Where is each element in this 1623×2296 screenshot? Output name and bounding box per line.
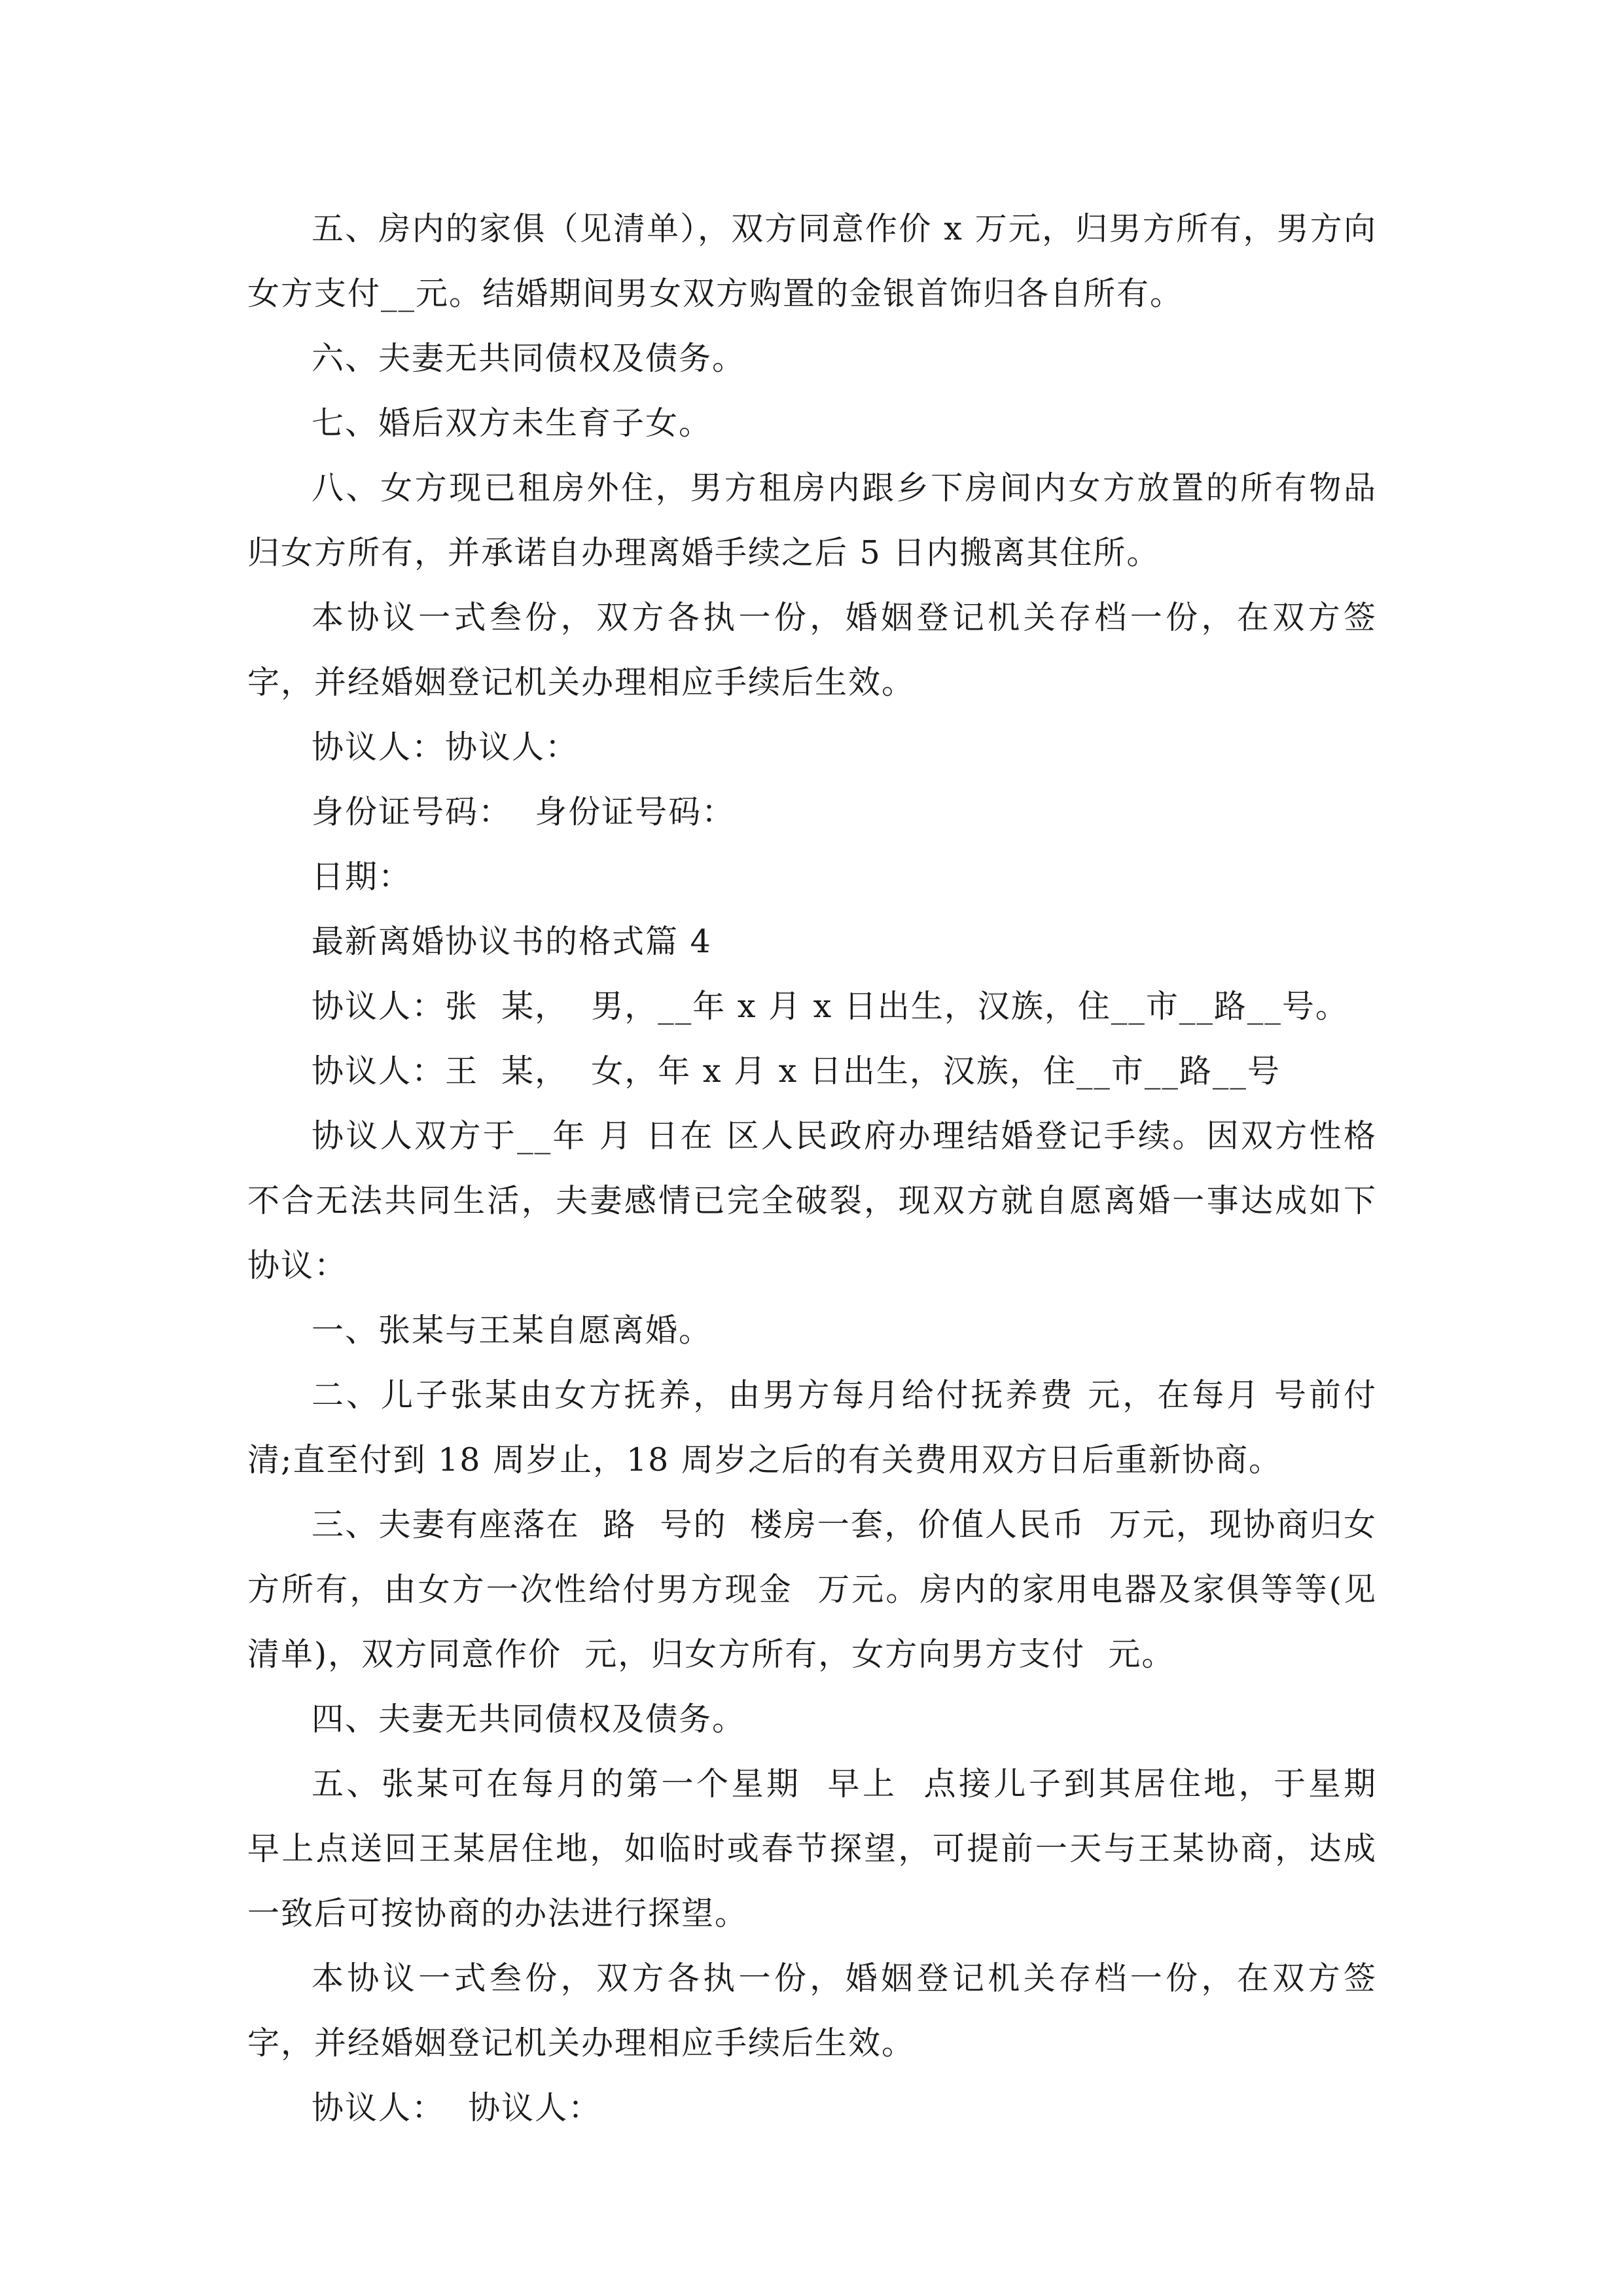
paragraph-clause-6-debts: 六、夫妻无共同债权及债务。 — [312, 340, 746, 377]
paragraph-clause-2-custody: 二、儿子张某由女方抚养，由男方每月给付抚养费 元，在每月 号前付清;直至付到 18 周岁止，18 周岁之后的有关费用双方日后重新协商。 — [247, 1376, 1377, 1479]
date-line: 日期： — [312, 858, 412, 895]
paragraph-clause-4-debts: 四、夫妻无共同债权及债务。 — [312, 1700, 746, 1738]
paragraph-clause-3-property: 三、夫妻有座落在 路 号的 楼房一套，价值人民币 万元，现协商归女方所有，由女方一次性给付男方现金 万元。房内的家用电器及家俱等等(见清单)，双方同意作价 元，归女方所有，女方向男方支付 元。 — [247, 1506, 1377, 1673]
signature-parties-line: 协议人：协议人： — [312, 728, 579, 766]
paragraph-copies-effect: 本协议一式叁份，双方各执一份，婚姻登记机关存档一份，在双方签字，并经婚姻登记机关办理相应手续后生效。 — [247, 599, 1377, 701]
paragraph-clause-1-divorce: 一、张某与王某自愿离婚。 — [312, 1312, 713, 1349]
paragraph-clause-7-children: 七、婚后双方未生育子女。 — [312, 404, 713, 442]
paragraph-clause-5-furniture: 五、房内的家俱（见清单），双方同意作价 x 万元，归男方所有，男方向女方支付__元。结婚期间男女双方购置的金银首饰归各自所有。 — [247, 210, 1377, 312]
paragraph-clause-5-visitation: 五、张某可在每月的第一个星期 早上 点接儿子到其居住地，于星期 早上点送回王某居住地，如临时或春节探望，可提前一天与王某协商，达成一致后可按协商的办法进行探望。 — [247, 1765, 1400, 1932]
party-zhang-line: 协议人：张 某， 男，__年 x 月 x 日出生，汉族，住__市__路__号。 — [312, 988, 1349, 1025]
paragraph-copies-effect-2: 本协议一式叁份，双方各执一份，婚姻登记机关存档一份，在双方签字，并经婚姻登记机关办理相应手续后生效。 — [247, 1960, 1377, 2062]
id-number-line: 身份证号码： 身份证号码： — [312, 793, 736, 831]
document-body — [247, 196, 1400, 2140]
section-heading: 最新离婚协议书的格式篇 4 — [312, 923, 712, 960]
paragraph-preamble: 协议人双方于__年 月 日在 区人民政府办理结婚登记手续。因双方性格不合无法共同生活，夫妻感情已完全破裂，现双方就自愿离婚一事达成如下协议： — [247, 1117, 1377, 1284]
paragraph-clause-8-residence: 八、女方现已租房外住，男方租房内跟乡下房间内女方放置的所有物品归女方所有，并承诺自办理离婚手续之后 5 日内搬离其住所。 — [247, 469, 1377, 571]
signature-parties-line-2: 协议人： 协议人： — [312, 2089, 602, 2126]
party-wang-line: 协议人：王 某， 女，年 x 月 x 日出生，汉族，住__市__路__号 — [312, 1052, 1281, 1090]
